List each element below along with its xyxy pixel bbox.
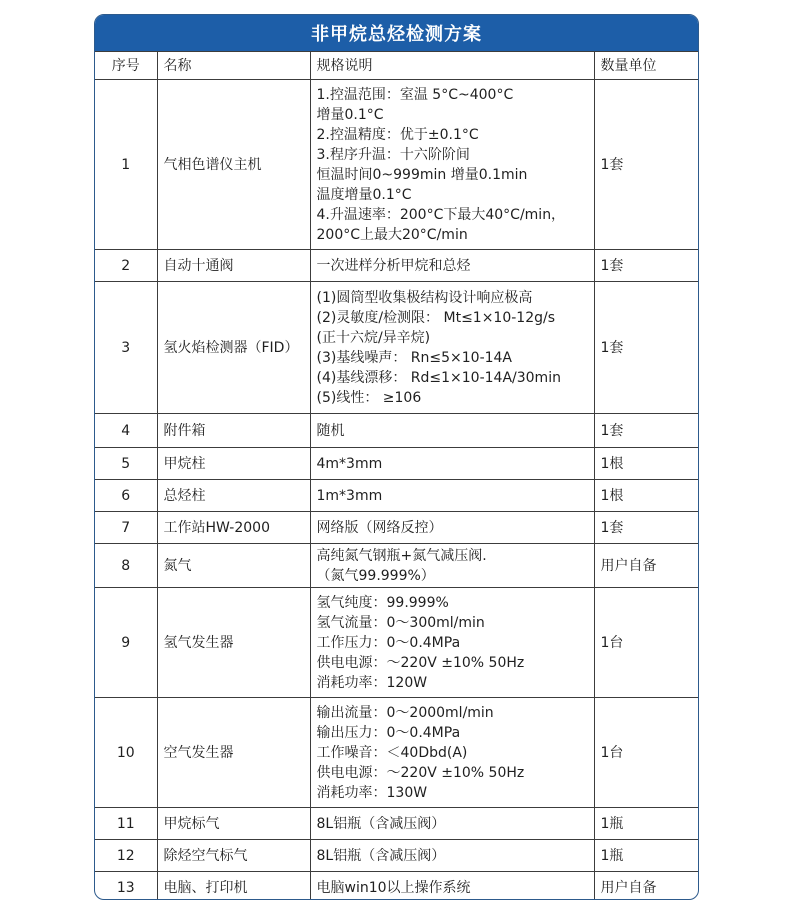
spec-line: 8L铝瓶（含减压阀） [316,847,446,864]
table-row [95,282,698,414]
row-number: 7 [95,512,157,544]
row-number: 8 [95,544,157,588]
spec-line: 200°C上最大20°C/min [316,226,468,243]
item-quantity: 1根 [594,448,698,480]
spec-line: 1m*3mm [316,487,383,504]
spec-line: 氢气纯度：99.999% [316,594,449,611]
table-title: 非甲烷总烃检测方案 [95,15,698,51]
row-number: 6 [95,480,157,512]
table-row [95,80,698,250]
spec-line: 随机 [316,422,345,439]
item-name: 附件箱 [157,414,310,448]
row-number: 9 [95,588,157,698]
item-quantity: 1套 [594,414,698,448]
item-spec [310,588,594,698]
item-quantity: 1套 [594,512,698,544]
item-name: 电脑、打印机 [157,872,310,901]
item-quantity: 1瓶 [594,840,698,872]
item-quantity: 用户自备 [594,872,698,901]
spec-line: 氢气流量：0～300ml/min [316,614,485,631]
item-spec [310,840,594,872]
table-row [95,512,698,544]
row-number: 5 [95,448,157,480]
row-number: 4 [95,414,157,448]
item-name: 除烃空气标气 [157,840,310,872]
spec-line: 增量0.1°C [316,106,384,123]
header-spec: 规格说明 [310,52,594,80]
item-name: 空气发生器 [157,698,310,808]
header-qty: 数量单位 [594,52,698,80]
table-row [95,588,698,698]
item-spec [310,544,594,588]
item-spec [310,448,594,480]
spec-line: 工作压力：0～0.4MPa [316,634,461,651]
row-number: 12 [95,840,157,872]
spec-line: 4.升温速率：200°C下最大40°C/min， [316,206,566,223]
item-spec [310,80,594,250]
spec-line: 消耗功率：120W [316,674,428,691]
table-row [95,448,698,480]
table-row [95,872,698,901]
spec-line: (2)灵敏度/检测限： Mt≤1×10-12g/s [316,309,556,326]
spec-line: 恒温时间0~999min 增量0.1min [316,166,528,183]
row-number: 13 [95,872,157,901]
table-row [95,698,698,808]
item-spec [310,480,594,512]
spec-line: 2.控温精度：优于±0.1°C [316,126,479,143]
table-row [95,480,698,512]
table-row [95,840,698,872]
table-row [95,544,698,588]
item-quantity: 用户自备 [594,544,698,588]
spec-line: 4m*3mm [316,455,383,472]
spec-line: 电脑win10以上操作系统 [316,879,471,896]
spec-line: 供电电源：～220V ±10% 50Hz [316,654,525,671]
item-quantity: 1套 [594,80,698,250]
item-name: 氮气 [157,544,310,588]
spec-line: 温度增量0.1°C [316,186,412,203]
table-row [95,414,698,448]
spec-line: 供电电源：～220V ±10% 50Hz [316,764,525,781]
spec-line: (4)基线漂移： Rd≤1×10-14A/30min [316,369,561,386]
item-quantity: 1套 [594,282,698,414]
spec-line: 工作噪音：＜40Dbd(A) [316,744,468,761]
item-quantity: 1瓶 [594,808,698,840]
table-row [95,808,698,840]
item-name: 气相色谱仪主机 [157,80,310,250]
spec-line: 消耗功率：130W [316,784,428,801]
spec-line: (3)基线噪声： Rn≤5×10-14A [316,349,513,366]
spec-line: 高纯氮气钢瓶+氮气减压阀. [316,547,487,564]
row-number: 3 [95,282,157,414]
item-spec [310,250,594,282]
row-number: 2 [95,250,157,282]
spec-line: 一次进样分析甲烷和总烃 [316,257,471,274]
item-quantity: 1套 [594,250,698,282]
spec-line: 3.程序升温：十六阶阶间 [316,146,470,163]
item-quantity: 1台 [594,698,698,808]
item-spec [310,872,594,901]
spec-line: 1.控温范围：室温 5°C~400°C [316,86,514,103]
spec-table-card [94,14,699,900]
row-number: 11 [95,808,157,840]
item-spec [310,698,594,808]
spec-line: (5)线性： ≥106 [316,389,422,406]
header-row [95,52,698,80]
item-spec [310,512,594,544]
item-spec [310,414,594,448]
spec-line: 输出压力：0～0.4MPa [316,724,461,741]
item-name: 总烃柱 [157,480,310,512]
item-name: 甲烷标气 [157,808,310,840]
spec-line: （氮气99.999%） [316,567,435,584]
spec-line: 8L铝瓶（含减压阀） [316,815,446,832]
spec-line: (1)圆筒型收集极结构设计响应极高 [316,289,533,306]
spec-line: 输出流量：0～2000ml/min [316,704,494,721]
item-name: 自动十通阀 [157,250,310,282]
table-row [95,250,698,282]
spec-line: 网络版（网络反控） [316,519,443,536]
item-quantity: 1根 [594,480,698,512]
row-number: 10 [95,698,157,808]
header-name: 名称 [157,52,310,80]
item-name: 工作站HW-2000 [157,512,310,544]
item-name: 氢火焰检测器（FID） [157,282,310,414]
row-number: 1 [95,80,157,250]
item-name: 甲烷柱 [157,448,310,480]
item-spec [310,808,594,840]
header-no: 序号 [95,52,157,80]
spec-line: (正十六烷/异辛烷) [316,329,431,346]
item-name: 氢气发生器 [157,588,310,698]
spec-table [95,51,698,900]
item-quantity: 1台 [594,588,698,698]
item-spec [310,282,594,414]
